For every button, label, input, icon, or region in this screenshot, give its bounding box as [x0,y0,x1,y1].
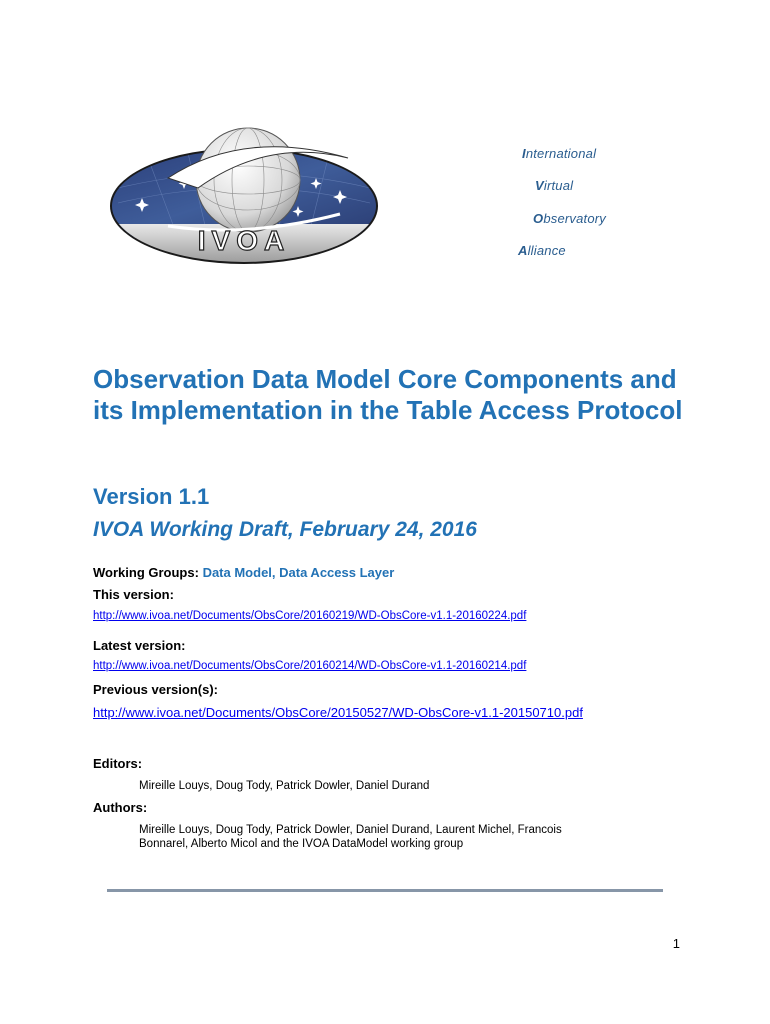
document-title: Observation Data Model Core Components and its Implementation in the Table Access Protocol [93,364,683,425]
tagline-virtual [535,178,573,193]
authors-label: Authors: [93,800,148,815]
tagline-initial: I [522,146,526,161]
document-version: Version 1.1 [93,484,210,509]
authors-names-line1: Mireille Louys, Doug Tody, Patrick Dowler, Daniel Durand, Laurent Michel, Francois [139,824,562,836]
horizontal-rule [107,889,663,892]
working-groups-label: Working Groups: [93,565,199,580]
logo-lettering: IVOA [197,225,291,256]
latest-version-label: Latest version: [93,638,186,653]
tagline-observatory [533,211,606,226]
page-number: 1 [672,936,680,951]
tagline-international [522,146,596,161]
tagline-rest: irtual [543,178,574,193]
ivoa-logo [108,118,380,268]
previous-versions-label: Previous version(s): [93,682,218,697]
tagline-rest: bservatory [543,211,607,226]
tagline-alliance [518,243,566,258]
tagline-rest: lliance [527,243,566,258]
previous-versions-link[interactable]: http://www.ivoa.net/Documents/ObsCore/20150527/WD-ObsCore-v1.1-20150710.pdf [93,705,583,720]
editors-label: Editors: [93,756,143,771]
working-groups [93,565,394,580]
this-version-link[interactable]: http://www.ivoa.net/Documents/ObsCore/20160219/WD-ObsCore-v1.1-20160224.pdf [93,610,527,622]
editors-names: Mireille Louys, Doug Tody, Patrick Dowler, Daniel Durand [139,780,430,792]
this-version-label: This version: [93,587,174,602]
working-groups-value: Data Model, Data Access Layer [202,565,395,580]
tagline-initial: A [518,243,528,258]
tagline-initial: V [535,178,544,193]
document-status: IVOA Working Draft, February 24, 2016 [93,518,477,541]
tagline-initial: O [533,211,544,226]
tagline-rest: nternational [525,146,597,161]
latest-version-link[interactable]: http://www.ivoa.net/Documents/ObsCore/20160214/WD-ObsCore-v1.1-20160214.pdf [93,660,527,672]
authors-names-line2: Bonnarel, Alberto Micol and the IVOA DataModel working group [139,838,464,850]
